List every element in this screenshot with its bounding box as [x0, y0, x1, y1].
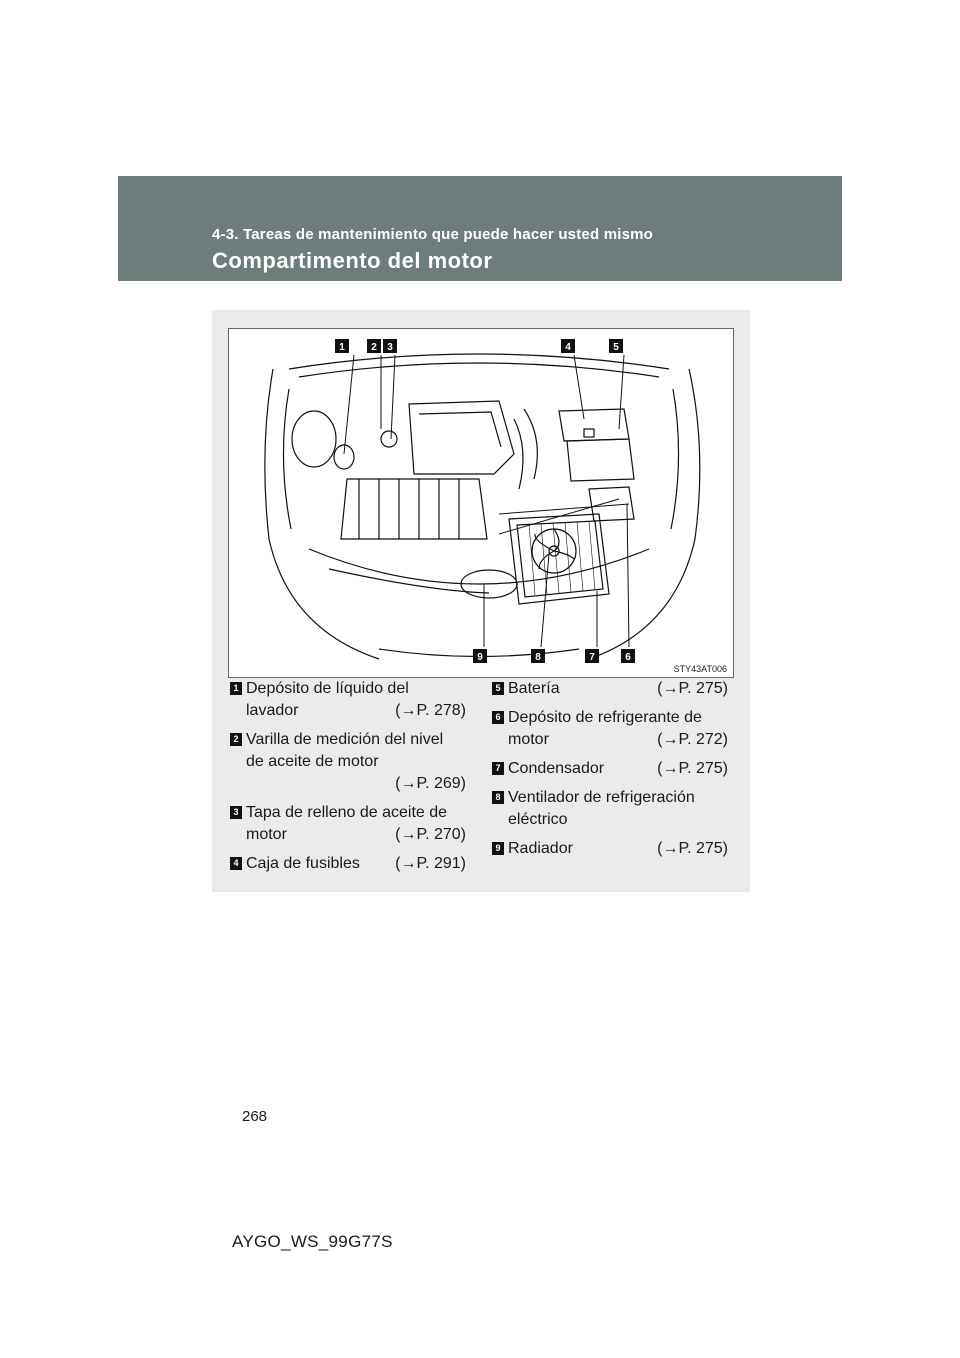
callout-label-4: 4: [565, 342, 571, 353]
page-reference: (→P. 269): [395, 775, 466, 792]
item-label-cont: motor: [246, 826, 287, 843]
legend-item: [492, 838, 728, 860]
callout-label-7: 7: [589, 652, 595, 663]
engine-drawing: [229, 329, 733, 677]
item-number-badge: 2: [230, 733, 242, 746]
section-label: 4-3. Tareas de mantenimiento que puede hacer usted mismo: [212, 226, 654, 243]
callout-label-9: 9: [477, 652, 483, 663]
legend-item: [492, 707, 728, 751]
item-label: Caja de fusibles: [246, 855, 360, 872]
item-number-badge: 6: [492, 711, 504, 724]
page-reference: (→P. 275): [657, 840, 728, 857]
legend-item: [230, 729, 466, 795]
item-number-badge: 3: [230, 806, 242, 819]
legend-item: [492, 758, 728, 780]
section-header: [118, 176, 842, 281]
callout-label-8: 8: [535, 652, 541, 663]
item-label-cont: motor: [508, 731, 549, 748]
legend-item: [492, 787, 728, 831]
callout-label-6: 6: [625, 652, 631, 663]
figure-panel: [212, 310, 750, 892]
item-label: Depósito de líquido del: [246, 680, 409, 697]
page-reference: (→P. 275): [657, 760, 728, 777]
engine-compartment-illustration: [228, 328, 734, 678]
document-code: AYGO_WS_99G77S: [232, 1232, 393, 1251]
item-label-cont: de aceite de motor: [246, 753, 379, 770]
figure-code: STY43AT006: [673, 664, 727, 674]
callout-label-3: 3: [387, 342, 393, 353]
item-label: Depósito de refrigerante de: [508, 709, 702, 726]
item-label: Ventilador de refrigeración: [508, 789, 695, 806]
item-label: Batería: [508, 680, 560, 697]
item-label: Radiador: [508, 840, 573, 857]
item-label: Tapa de relleno de aceite de: [246, 804, 448, 821]
legend-item: [230, 853, 466, 875]
item-label: Condensador: [508, 760, 605, 777]
page-reference: (→P. 275): [657, 680, 728, 697]
item-number-badge: 9: [492, 842, 504, 855]
page-reference: (→P. 291): [395, 855, 466, 872]
page-reference: (→P. 278): [395, 702, 466, 719]
legend-item: [230, 802, 466, 846]
page-title: Compartimento del motor: [212, 248, 493, 273]
legend-item: [230, 678, 466, 722]
item-label-cont: lavador: [246, 702, 299, 719]
item-number-badge: 1: [230, 682, 242, 695]
page-reference: (→P. 270): [395, 826, 466, 843]
callout-label-2: 2: [371, 342, 377, 353]
legend-item: [492, 678, 728, 700]
item-label-cont: eléctrico: [508, 811, 568, 828]
item-number-badge: 7: [492, 762, 504, 775]
item-number-badge: 4: [230, 857, 242, 870]
page-reference: (→P. 272): [657, 731, 728, 748]
item-number-badge: 8: [492, 791, 504, 804]
item-label: Varilla de medición del nivel: [246, 731, 444, 748]
callout-label-1: 1: [339, 342, 345, 353]
callout-label-5: 5: [613, 342, 619, 353]
item-number-badge: 5: [492, 682, 504, 695]
legend-right: [492, 678, 728, 867]
legend-left: [230, 678, 466, 882]
page-number: 268: [242, 1108, 268, 1125]
